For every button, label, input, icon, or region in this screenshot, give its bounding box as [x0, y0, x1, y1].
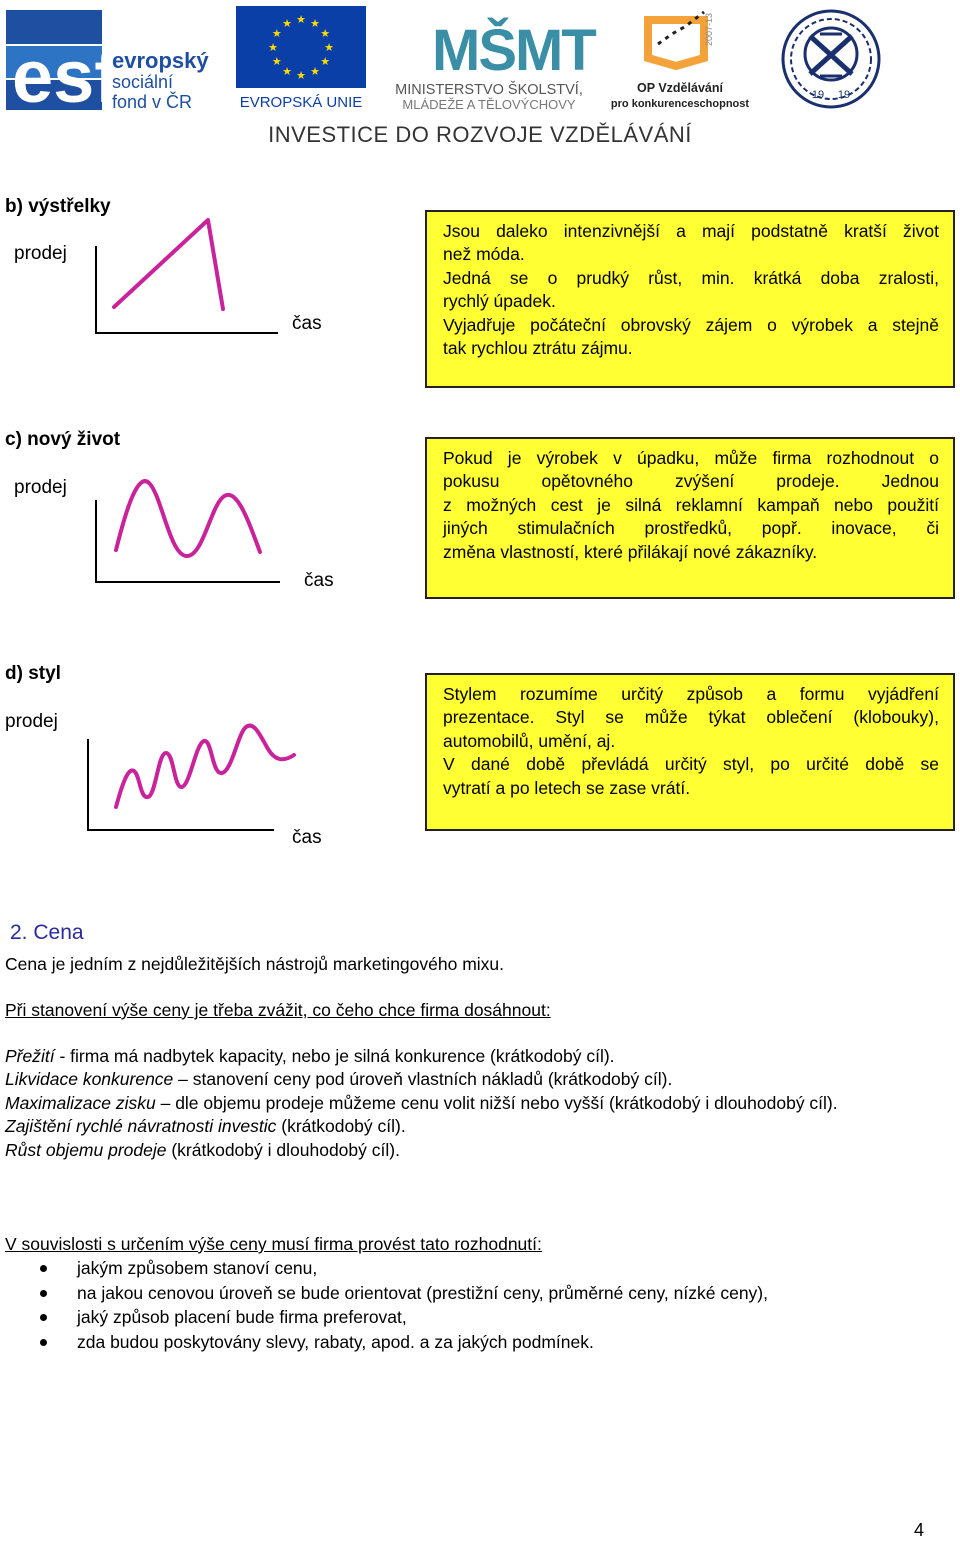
eu-star-icon: ★	[271, 55, 282, 68]
eu-star-icon: ★	[310, 65, 320, 79]
eu-star-icon: ★	[310, 16, 320, 30]
eu-flag-logo	[236, 6, 366, 112]
page-number: 4	[913, 1520, 924, 1540]
svg-text:OP Vzdělávání: OP Vzdělávání	[637, 81, 723, 95]
sales-curve	[114, 220, 223, 309]
list-item: na jakou cenovou úroveň se bude orientovat (prestižní ceny, průměrné ceny, nízké ceny),	[0, 1281, 940, 1306]
eu-star-icon: ★	[296, 13, 306, 26]
svg-text:evropský: evropský	[112, 48, 209, 73]
axis-label-sales: prodej	[14, 477, 67, 498]
price-decisions-heading: V souvislosti s určením výše ceny musí firma provést tato rozhodnutí:	[5, 1234, 542, 1254]
price-goal: Růst objemu prodeje (krátkodobý i dlouhodobý cíl).	[5, 1139, 400, 1160]
new-life-curve-graph	[90, 470, 300, 590]
esf-logo	[6, 6, 228, 114]
eu-star-icon: ★	[268, 41, 278, 54]
price-goal: Zajištění rychlé návratnosti investic (krátkodobý cíl).	[5, 1116, 406, 1137]
svg-text:19: 19	[837, 89, 851, 101]
axis-label-sales: prodej	[14, 243, 67, 264]
svg-text:MLÁDEŽE A TĚLOVÝCHOVY: MLÁDEŽE A TĚLOVÝCHOVY	[402, 97, 576, 112]
svg-text:fond v ČR: fond v ČR	[112, 92, 193, 112]
axis-label-time: čas	[292, 827, 322, 848]
bullet-icon	[40, 1339, 47, 1346]
sales-curve	[116, 726, 294, 807]
eu-star-icon: ★	[282, 16, 292, 30]
bullet-icon	[40, 1314, 47, 1321]
axis-label-time: čas	[292, 313, 322, 334]
bullet-icon	[40, 1265, 47, 1272]
op-vzdelavani-logo	[604, 6, 756, 112]
price-goals-heading: Při stanovení výše ceny je třeba zvážit, co čeho chce firma dosáhnout:	[5, 1000, 551, 1020]
axis-label-sales: prodej	[5, 711, 58, 732]
section-heading-price: 2. Cena	[10, 921, 84, 944]
price-intro: Cena je jedním z nejdůležitějších nástrojů marketingového mixu.	[5, 954, 505, 974]
style-curve-graph	[82, 705, 307, 835]
bullet-icon	[40, 1290, 47, 1297]
msmt-mark: MŠMT	[432, 18, 595, 83]
info-box-style: Stylem rozumíme určitý způsob a formu vyjádření prezentace. Styl se může týkat oblečení (klobouky), automobilů, umění, aj. V dané době převládá určitý styl, po určité době se vytratí a po letech se zase vrátí.	[425, 673, 955, 831]
fad-curve-graph	[90, 210, 290, 340]
price-goals-list	[5, 1045, 929, 1162]
svg-text:MINISTERSTVO ŠKOLSTVÍ,: MINISTERSTVO ŠKOLSTVÍ,	[395, 82, 583, 98]
section-title: d) styl	[5, 663, 61, 684]
eu-star-icon: ★	[282, 65, 292, 79]
sales-curve	[116, 481, 260, 556]
info-box-fads: Jsou daleko intenzivnější a mají podstatně kratší život než móda. Jedná se o prudký růst, min. krátká doba zralosti, rychlý úpadek. Vyjadřuje počáteční obrovský zájem o výrobek a stejně tak rychlou ztrátu zájmu.	[425, 210, 955, 388]
svg-text:pro konkurenceschopnost: pro konkurenceschopnost	[610, 98, 750, 110]
eu-star-icon: ★	[324, 41, 334, 54]
svg-text:sociální: sociální	[112, 72, 174, 92]
price-decisions-list	[0, 1256, 940, 1354]
svg-text:19: 19	[811, 89, 825, 101]
section-title: c) nový život	[5, 429, 121, 450]
list-item: zda budou poskytovány slevy, rabaty, apod. a za jakých podmínek.	[0, 1330, 940, 1355]
section-title: b) výstřelky	[5, 196, 111, 217]
info-box-new-life: Pokud je výrobek v úpadku, může firma rozhodnout o pokusu opětovného zvýšení prodeje. Jednou z možných cest je silná reklamní kampaň nebo použití jiných stimulačních prostředků, popř. inovace, či změna vlastností, které přilákají nové zákazníky.	[425, 437, 955, 599]
eu-star-icon: ★	[296, 69, 306, 82]
svg-text:2007-13: 2007-13	[704, 12, 714, 46]
list-item: jakým způsobem stanoví cenu,	[0, 1256, 940, 1281]
axis-label-time: čas	[304, 570, 334, 591]
msmt-logo	[376, 6, 602, 112]
price-goal: Přežití - firma má nadbytek kapacity, nebo je silná konkurence (krátkodobý cíl).	[5, 1046, 615, 1066]
eu-star-icon: ★	[320, 55, 331, 68]
svg-text:EVROPSKÁ UNIE: EVROPSKÁ UNIE	[239, 94, 363, 111]
price-goal: Maximalizace zisku – dle objemu prodeje můžeme cenu volit nižší nebo vyšší (krátkodobý i dlouhodobý cíl).	[5, 1092, 838, 1113]
price-goal: Likvidace konkurence – stanovení ceny pod úroveň vlastních nákladů (krátkodobý cíl).	[5, 1069, 673, 1090]
list-item: jaký způsob placení bude firma preferovat,	[0, 1305, 940, 1330]
eu-star-icon: ★	[271, 27, 282, 40]
program-tagline: INVESTICE DO ROZVOJE VZDĚLÁVÁNÍ	[268, 122, 692, 147]
eu-star-icon: ★	[320, 27, 331, 40]
esf-mark: esf	[12, 35, 119, 114]
seal-logo	[778, 6, 884, 112]
